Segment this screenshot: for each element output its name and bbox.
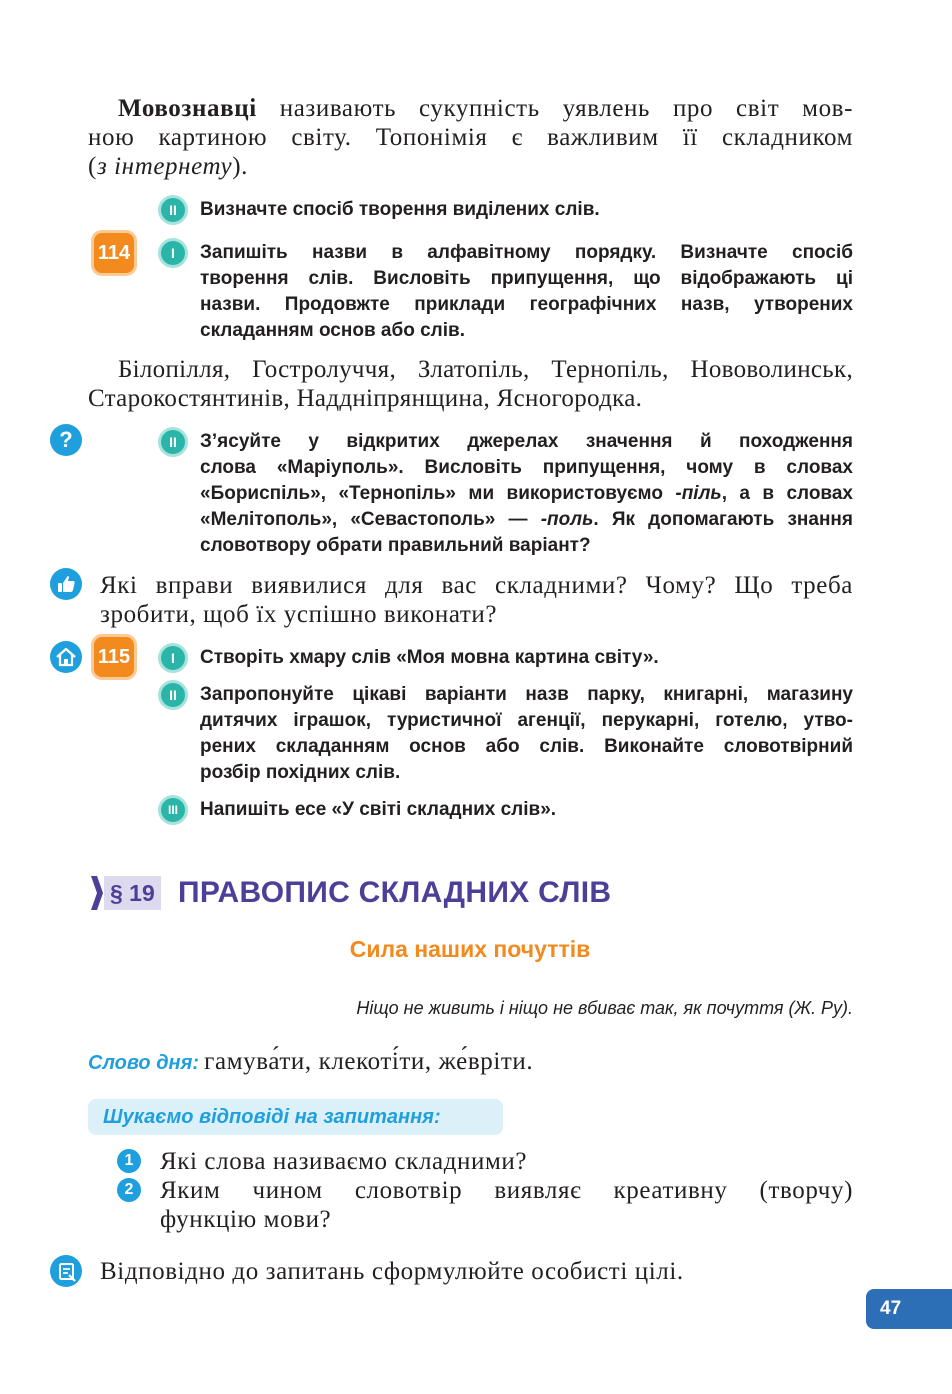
level-badge-i: I [158,238,188,268]
task-question-line: З’ясуйте у відкритих джерелах значення й походження [200,431,853,452]
level-badge-ii: II [158,195,188,225]
text-segment: . Як допомагають знання [593,509,853,530]
level-badge-ii: II [158,427,188,457]
task-prev-text: Визначте спосіб творення виділених слів. [200,199,600,220]
task-115-item-1: Створіть хмару слів «Моя мовна картина світу». [200,647,659,668]
intro-line1-text: називають сукупність уявлень про світ мов- [279,95,853,122]
question-2-line-2: функцію мови? [160,1206,332,1233]
reflection-line-2: зробити, щоб їх успішно виконати? [100,601,498,628]
page-number: 47 [866,1289,952,1329]
reflection-line-1: Які вправи виявилися для вас складними? Чому? Що треба [100,572,853,599]
task-115-line: дитячих іграшок, туристичної агенції, перукарні, готелю, утво- [200,710,853,731]
goals-text: Відповідно до запитань сформулюйте особисті цілі. [100,1258,684,1285]
intro-line-3 [88,152,853,181]
task-115-item-2 [200,682,853,786]
task-115-line: рених складанням основ або слів. Виконайте словотвірний [200,736,853,757]
task-question-line: слова «Маріуполь». Висловіть припущення, чому в словах [200,457,853,478]
task-115-line: розбір похідних слів. [200,762,401,783]
task-114-line: Запишіть назви в алфавітному порядку. Визначте спосіб [200,242,853,263]
task-question-line [200,507,853,533]
home-glyph [50,641,82,673]
task-114-line: складанням основ або слів. [200,320,465,341]
thumbs-up-glyph [50,568,82,600]
section-marker-shape [91,876,103,910]
intro-line-2: ною картиною світу. Топонімія є важливим її складником [88,124,853,151]
word-of-day-words: гамува́ти, клекоті́ти, же́вріти. [204,1048,534,1075]
text-segment: «Мелітополь», «Севастополь» — [200,509,541,530]
task-question-text [200,429,853,559]
exercise-number-115: 115 [91,634,137,680]
question-number-2: 2 [117,1178,141,1202]
task-115-item-3: Напишіть есе «У світі складних слів». [200,799,557,820]
task-115-line: Запропонуйте цікаві варіанти назв парку, книгарні, магазину [200,684,853,705]
question-number-1: 1 [117,1149,141,1173]
exercise-number-114: 114 [91,230,137,276]
intro-bold-word: Мовознавці [118,95,257,122]
suffix-pil: -піль [675,483,722,504]
suffix-pol: -поль [540,509,594,530]
level-badge-iii: III [158,795,188,825]
word-of-day-label: Слово дня: [88,1052,200,1074]
task-question-line: словотвору обрати правильний варіант? [200,535,591,556]
section-subtitle: Сила наших почуттів [349,936,591,962]
place-names-line-1: Білопілля, Гостролуччя, Златопіль, Тернопіль, Нововолинськ, [118,356,853,383]
section-number: § 19 [104,876,161,910]
question-2-line-1: Яким чином словотвір виявляє креативну (творчу) [160,1177,853,1204]
goals-glyph [50,1255,82,1287]
text-segment: , а в словах [721,483,853,504]
place-names [88,355,853,413]
question-2-text [160,1176,853,1234]
home-icon [50,641,82,673]
questions-header: Шукаємо відповіді на запитання: [88,1099,503,1135]
level-badge-ii: II [158,680,188,710]
epigraph: Ніщо не живить і ніщо не вбиває так, як почуття (Ж. Ру). [356,998,853,1018]
intro-paragraph [88,94,853,181]
place-names-line-2: Старокостянтинів, Наддніпрянщина, Ясногородка. [88,385,643,412]
paren-close: ). [232,153,249,180]
question-1-text: Які слова називаємо складними? [160,1148,528,1175]
task-question-line [200,481,853,507]
section-marker [91,876,103,910]
reflection-text [100,571,853,629]
word-of-day [88,1048,533,1076]
text-segment: «Бориспіль», «Тернопіль» ми використовуємо [200,483,676,504]
level-badge-i: I [158,643,188,673]
task-114-line: назви. Продовжте приклади географічних назв, утворених [200,294,853,315]
goals-icon [50,1255,82,1287]
thumbs-up-icon [50,568,82,600]
task-114-line: творення слів. Висловіть припущення, що відображають ці [200,268,853,289]
paren-open: ( [88,153,97,180]
section-title: ПРАВОПИС СКЛАДНИХ СЛІВ [178,876,612,909]
task-114-text [200,240,853,344]
intro-line-1 [88,94,853,123]
source-note: з інтернету [96,153,233,180]
question-icon: ? [50,424,82,456]
